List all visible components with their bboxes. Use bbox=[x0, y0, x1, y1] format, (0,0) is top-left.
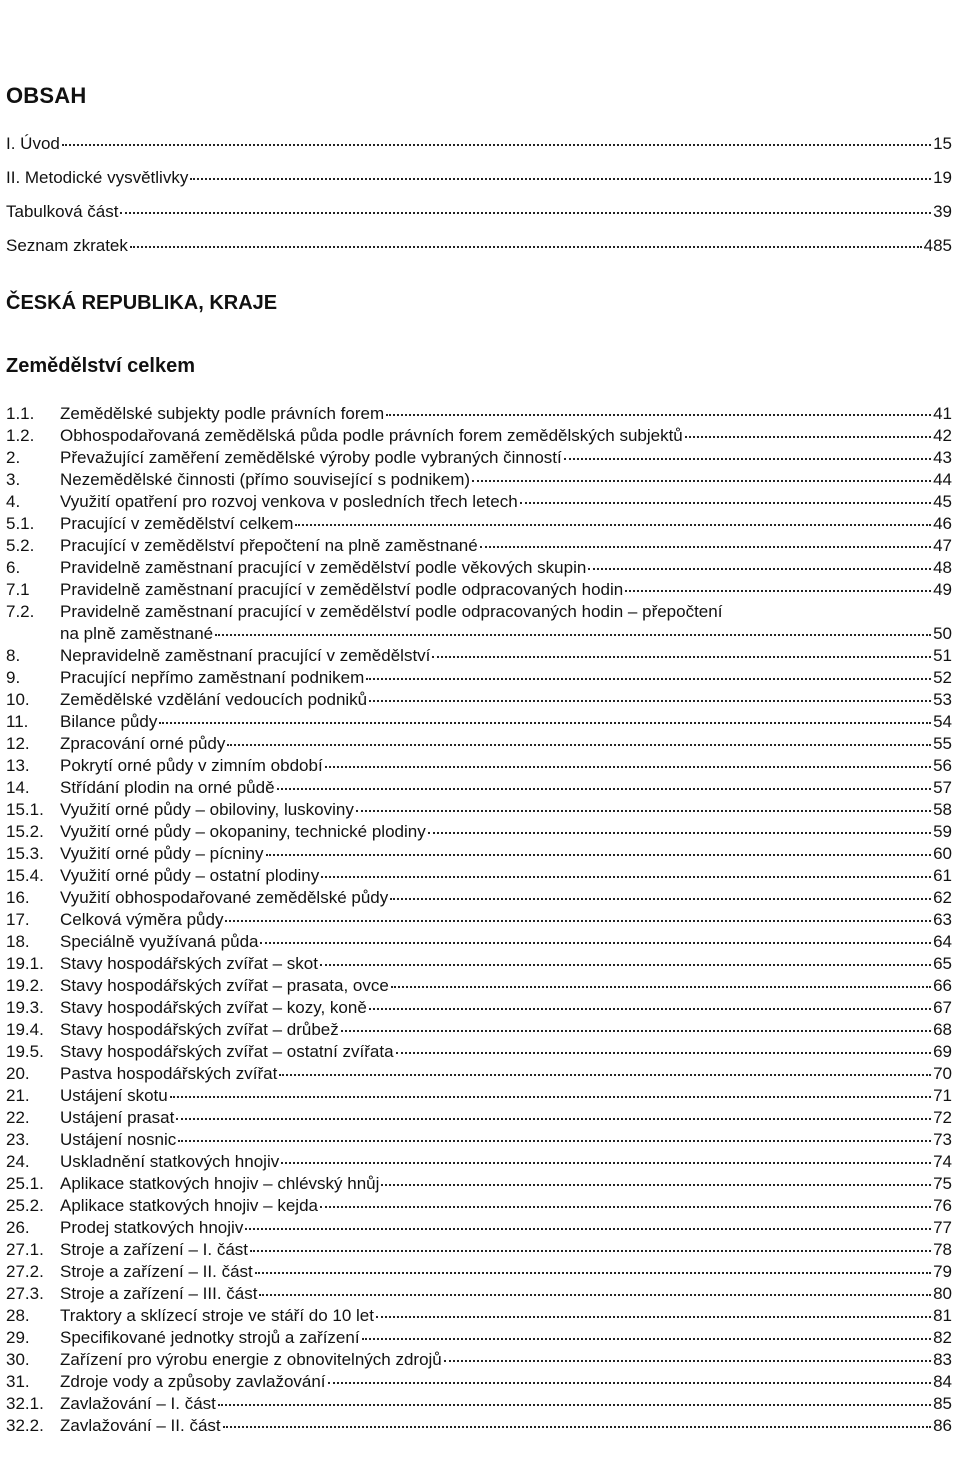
toc-entry-number: 12. bbox=[6, 734, 30, 753]
toc-page-number: 45 bbox=[933, 492, 952, 511]
toc-page-number: 80 bbox=[933, 1284, 952, 1303]
toc-entry-number: 15.4. bbox=[6, 866, 44, 885]
toc-entry-title: Seznam zkratek bbox=[6, 236, 128, 255]
toc-entry-title: Specifikované jednotky strojů a zařízení bbox=[60, 1328, 360, 1347]
toc-page-number: 59 bbox=[933, 822, 952, 841]
toc-entry-number: 31. bbox=[6, 1372, 30, 1391]
toc-entry-number: 19.5. bbox=[6, 1042, 44, 1061]
toc-link[interactable] bbox=[6, 1042, 952, 1064]
toc-page-number: 47 bbox=[933, 536, 952, 555]
toc-link[interactable] bbox=[6, 668, 952, 690]
toc-page-number: 71 bbox=[933, 1086, 952, 1105]
toc-link[interactable] bbox=[6, 1196, 952, 1218]
toc-page-number: 67 bbox=[933, 998, 952, 1017]
toc-page-number: 76 bbox=[933, 1196, 952, 1215]
dot-leader bbox=[396, 1051, 932, 1054]
toc-link[interactable] bbox=[6, 1174, 952, 1196]
toc-entry-number: 5.2. bbox=[6, 536, 35, 555]
toc-page-number: 69 bbox=[933, 1042, 952, 1061]
toc-link[interactable] bbox=[6, 602, 952, 624]
dot-leader bbox=[277, 787, 932, 790]
dot-leader bbox=[472, 479, 931, 482]
toc-entry-title: Aplikace statkových hnojiv – chlévský hnůj bbox=[60, 1174, 380, 1193]
toc-entry-title: Stavy hospodářských zvířat – skot bbox=[60, 954, 318, 973]
toc-entry-title: Obhospodařovaná zemědělská půda podle právních forem zemědělských subjektů bbox=[60, 426, 683, 445]
toc-link[interactable] bbox=[6, 1372, 952, 1394]
toc-entry-number: 19.1. bbox=[6, 954, 44, 973]
toc-page-number: 55 bbox=[933, 734, 952, 753]
toc-entry-title: Zdroje vody a způsoby zavlažování bbox=[60, 1372, 326, 1391]
dot-leader bbox=[369, 699, 931, 702]
toc-link[interactable] bbox=[6, 536, 952, 558]
toc-entry-number: 8. bbox=[6, 646, 21, 665]
toc-entry-title: Nepravidelně zaměstnaní pracující v zemědělství bbox=[60, 646, 431, 665]
toc-page-number: 58 bbox=[933, 800, 952, 819]
dot-leader bbox=[328, 1381, 932, 1384]
toc-page-number: 74 bbox=[933, 1152, 952, 1171]
toc-page-number: 85 bbox=[933, 1394, 952, 1413]
toc-entry-title: I. Úvod bbox=[6, 134, 60, 153]
toc-page-number: 54 bbox=[933, 712, 952, 731]
toc-entry-number: 13. bbox=[6, 756, 30, 775]
toc-page-number: 39 bbox=[933, 202, 952, 221]
toc-page-number: 84 bbox=[933, 1372, 952, 1391]
toc-link[interactable] bbox=[6, 558, 952, 580]
toc-entry-title: Stavy hospodářských zvířat – drůbež bbox=[60, 1020, 339, 1039]
toc-link[interactable] bbox=[6, 1350, 952, 1372]
toc-entry-number: 32.1. bbox=[6, 1394, 44, 1413]
toc-entry-title: Využití orné půdy – okopaniny, technické plodiny bbox=[60, 822, 426, 841]
dot-leader bbox=[227, 743, 931, 746]
toc-page-number: 86 bbox=[933, 1416, 952, 1435]
toc-entry-number: 19.4. bbox=[6, 1020, 44, 1039]
toc-page-number: 485 bbox=[923, 236, 952, 255]
dot-leader bbox=[250, 1249, 931, 1252]
toc-page-number: 46 bbox=[933, 514, 952, 533]
dot-leader bbox=[159, 721, 931, 724]
toc-entry-title: Stroje a zařízení – II. část bbox=[60, 1262, 253, 1281]
toc-entry-number: 1.2. bbox=[6, 426, 35, 445]
toc-page-number: 83 bbox=[933, 1350, 952, 1369]
toc-entry-title: Pracující v zemědělství celkem bbox=[60, 514, 294, 533]
toc-entry-title: Pravidelně zaměstnaní pracující v zemědělství podle odpracovaných hodin bbox=[60, 580, 624, 599]
toc-entry-number: 26. bbox=[6, 1218, 30, 1237]
toc-entry-title: Ustájení prasat bbox=[60, 1108, 175, 1127]
toc-page-number: 50 bbox=[933, 624, 952, 643]
dot-leader bbox=[341, 1029, 931, 1032]
toc-entry-title: Aplikace statkových hnojiv – kejda bbox=[60, 1196, 318, 1215]
toc-page-number: 81 bbox=[933, 1306, 952, 1325]
toc-link[interactable] bbox=[6, 1086, 952, 1108]
toc-link[interactable] bbox=[6, 580, 952, 602]
toc-entry-number: 30. bbox=[6, 1350, 30, 1369]
toc-link[interactable] bbox=[6, 1020, 952, 1042]
toc-entry-number: 2. bbox=[6, 448, 21, 467]
toc-link[interactable] bbox=[6, 492, 952, 514]
toc-link[interactable] bbox=[6, 998, 952, 1020]
toc-entry-number: 11. bbox=[6, 712, 29, 731]
dot-leader bbox=[245, 1227, 931, 1230]
toc-link-continued[interactable] bbox=[6, 624, 952, 646]
toc-entry-number: 3. bbox=[6, 470, 21, 489]
toc-entry-title: Stavy hospodářských zvířat – prasata, ovce bbox=[60, 976, 389, 995]
toc-entry-number: 15.3. bbox=[6, 844, 44, 863]
toc-entry-title: Ustájení skotu bbox=[60, 1086, 168, 1105]
dot-leader bbox=[390, 897, 931, 900]
toc-entry-number: 1.1. bbox=[6, 404, 35, 423]
toc-entry-title: Stavy hospodářských zvířat – ostatní zvířata bbox=[60, 1042, 394, 1061]
toc-entry-number: 14. bbox=[6, 778, 30, 797]
toc-entry-number: 4. bbox=[6, 492, 21, 511]
toc-page-number: 52 bbox=[933, 668, 952, 687]
dot-leader bbox=[62, 143, 931, 146]
dot-leader bbox=[130, 245, 922, 248]
toc-entry-title: Zavlažování – I. část bbox=[60, 1394, 216, 1413]
toc-page-number: 49 bbox=[933, 580, 952, 599]
toc-entry-title: Uskladnění statkových hnojiv bbox=[60, 1152, 280, 1171]
toc-entry-title: Bilance půdy bbox=[60, 712, 158, 731]
toc-page-number: 51 bbox=[933, 646, 952, 665]
dot-leader bbox=[325, 765, 931, 768]
page-title: OBSAH bbox=[6, 83, 87, 108]
toc-entry-title: Využití orné půdy – obiloviny, luskoviny bbox=[60, 800, 354, 819]
toc-page-number: 43 bbox=[933, 448, 952, 467]
toc-entry-number: 32.2. bbox=[6, 1416, 44, 1435]
toc-entry-number: 20. bbox=[6, 1064, 30, 1083]
toc-link[interactable] bbox=[6, 1262, 952, 1284]
toc-entry-title: Převažující zaměření zemědělské výroby podle vybraných činností bbox=[60, 448, 562, 467]
toc-entry-title: Zemědělské vzdělání vedoucích podniků bbox=[60, 690, 368, 709]
toc-page-number: 62 bbox=[933, 888, 952, 907]
dot-leader bbox=[281, 1161, 931, 1164]
dot-leader bbox=[266, 853, 932, 856]
toc-link[interactable] bbox=[6, 1218, 952, 1240]
toc-page-number: 70 bbox=[933, 1064, 952, 1083]
toc-entry-title: Využití orné půdy – pícniny bbox=[60, 844, 264, 863]
toc-entry-number: 24. bbox=[6, 1152, 30, 1171]
toc-entry-title: Celková výměra půdy bbox=[60, 910, 224, 929]
toc-page-number: 75 bbox=[933, 1174, 952, 1193]
dot-leader bbox=[260, 941, 931, 944]
toc-link[interactable] bbox=[6, 514, 952, 536]
toc-page-number: 63 bbox=[933, 910, 952, 929]
toc-page-number: 15 bbox=[933, 134, 952, 153]
dot-leader bbox=[320, 963, 931, 966]
toc-link[interactable] bbox=[6, 426, 952, 448]
toc-link[interactable] bbox=[6, 888, 952, 910]
toc-link[interactable] bbox=[6, 202, 952, 224]
toc-entry-number: 23. bbox=[6, 1130, 30, 1149]
toc-entry-title-continued: na plně zaměstnané bbox=[60, 624, 214, 643]
toc-entry-number: 17. bbox=[6, 910, 30, 929]
toc-entry-title: Zařízení pro výrobu energie z obnovitelných zdrojů bbox=[60, 1350, 442, 1369]
toc-link[interactable] bbox=[6, 822, 952, 844]
toc-entry-title: Pravidelně zaměstnaní pracující v zemědělství podle odpracovaných hodin – přepočtení bbox=[60, 602, 723, 621]
toc-page-number: 61 bbox=[933, 866, 952, 885]
dot-leader bbox=[625, 589, 931, 592]
toc-entry-title: Pracující v zemědělství přepočtení na plně zaměstnané bbox=[60, 536, 478, 555]
dot-leader bbox=[170, 1095, 931, 1098]
dot-leader bbox=[178, 1139, 931, 1142]
dot-leader bbox=[259, 1293, 931, 1296]
dot-leader bbox=[480, 545, 931, 548]
dot-leader bbox=[432, 655, 931, 658]
dot-leader bbox=[564, 457, 931, 460]
toc-entry-title: Pracující nepřímo zaměstnaní podnikem bbox=[60, 668, 365, 687]
toc-entry-number: 22. bbox=[6, 1108, 30, 1127]
toc-entry-number: 7.1 bbox=[6, 580, 30, 599]
toc-page-number: 56 bbox=[933, 756, 952, 775]
toc-page-number: 57 bbox=[933, 778, 952, 797]
toc-entry-title: Střídání plodin na orné půdě bbox=[60, 778, 275, 797]
toc-entry-number: 16. bbox=[6, 888, 30, 907]
toc-link[interactable] bbox=[6, 866, 952, 888]
toc-entry-number: 27.1. bbox=[6, 1240, 44, 1259]
toc-entry-number: 19.2. bbox=[6, 976, 44, 995]
toc-page-number: 78 bbox=[933, 1240, 952, 1259]
toc-entry-number: 6. bbox=[6, 558, 21, 577]
subsection-heading: Zemědělství celkem bbox=[6, 355, 195, 377]
toc-link[interactable] bbox=[6, 646, 952, 668]
toc-entry-number: 29. bbox=[6, 1328, 30, 1347]
toc-link[interactable] bbox=[6, 1130, 952, 1152]
toc-link[interactable] bbox=[6, 1152, 952, 1174]
toc-page-number: 60 bbox=[933, 844, 952, 863]
toc-link[interactable] bbox=[6, 778, 952, 800]
dot-leader bbox=[321, 875, 931, 878]
toc-entry-title: Stroje a zařízení – I. část bbox=[60, 1240, 249, 1259]
dot-leader bbox=[225, 919, 931, 922]
toc-page-number: 19 bbox=[933, 168, 952, 187]
toc-link[interactable] bbox=[6, 1306, 952, 1328]
dot-leader bbox=[381, 1183, 931, 1186]
dot-leader bbox=[588, 567, 931, 570]
dot-leader bbox=[369, 1007, 931, 1010]
toc-entry-number: 19.3. bbox=[6, 998, 44, 1017]
dot-leader bbox=[320, 1205, 931, 1208]
toc-page-number: 64 bbox=[933, 932, 952, 951]
dot-leader bbox=[366, 677, 931, 680]
toc-entry-title: Stroje a zařízení – III. část bbox=[60, 1284, 258, 1303]
toc-link[interactable] bbox=[6, 932, 952, 954]
toc-link[interactable] bbox=[6, 448, 952, 470]
toc-link[interactable] bbox=[6, 1064, 952, 1086]
toc-entry-number: 18. bbox=[6, 932, 30, 951]
toc-page-number: 66 bbox=[933, 976, 952, 995]
toc-entry-number: 21. bbox=[6, 1086, 30, 1105]
toc-entry-title: Využití orné půdy – ostatní plodiny bbox=[60, 866, 320, 885]
dot-leader bbox=[218, 1403, 931, 1406]
toc-entry-number: 7.2. bbox=[6, 602, 35, 621]
dot-leader bbox=[190, 177, 931, 180]
toc-link[interactable] bbox=[6, 470, 952, 492]
toc-entry-title: Pokrytí orné půdy v zimním období bbox=[60, 756, 323, 775]
toc-page-number: 68 bbox=[933, 1020, 952, 1039]
toc-page-number: 53 bbox=[933, 690, 952, 709]
dot-leader bbox=[444, 1359, 931, 1362]
dot-leader bbox=[223, 1425, 931, 1428]
dot-leader bbox=[685, 435, 931, 438]
toc-entry-title: Traktory a sklízecí stroje ve stáří do 10 let bbox=[60, 1306, 374, 1325]
toc-link[interactable] bbox=[6, 844, 952, 866]
toc-entry-number: 10. bbox=[6, 690, 30, 709]
toc-page-number: 65 bbox=[933, 954, 952, 973]
toc-link[interactable] bbox=[6, 734, 952, 756]
toc-link[interactable] bbox=[6, 236, 952, 258]
toc-entry-title: II. Metodické vysvětlivky bbox=[6, 168, 189, 187]
toc-page-number: 41 bbox=[933, 404, 952, 423]
dot-leader bbox=[356, 809, 931, 812]
toc-entry-title: Stavy hospodářských zvířat – kozy, koně bbox=[60, 998, 367, 1017]
toc-entry-title: Zpracování orné půdy bbox=[60, 734, 226, 753]
toc-entry-number: 27.2. bbox=[6, 1262, 44, 1281]
toc-entry-number: 15.1. bbox=[6, 800, 44, 819]
toc-page-number: 73 bbox=[933, 1130, 952, 1149]
toc-entry-number: 9. bbox=[6, 668, 21, 687]
section-heading: ČESKÁ REPUBLIKA, KRAJE bbox=[6, 292, 278, 314]
toc-link[interactable] bbox=[6, 976, 952, 998]
toc-link[interactable] bbox=[6, 954, 952, 976]
toc-link[interactable] bbox=[6, 1416, 952, 1438]
toc-link[interactable] bbox=[6, 690, 952, 712]
dot-leader bbox=[120, 211, 931, 214]
toc-page-number: 82 bbox=[933, 1328, 952, 1347]
toc-link[interactable] bbox=[6, 910, 952, 932]
toc-entry-title: Tabulková část bbox=[6, 202, 119, 221]
toc-link[interactable] bbox=[6, 756, 952, 778]
toc-link[interactable] bbox=[6, 404, 952, 426]
toc-entry-number: 25.2. bbox=[6, 1196, 44, 1215]
toc-entry-title: Nezemědělské činnosti (přímo související s podnikem) bbox=[60, 470, 471, 489]
toc-page-number: 79 bbox=[933, 1262, 952, 1281]
toc-entry-title: Ustájení nosnic bbox=[60, 1130, 177, 1149]
toc-entry-number: 27.3. bbox=[6, 1284, 44, 1303]
toc-page-number: 72 bbox=[933, 1108, 952, 1127]
toc-link[interactable] bbox=[6, 134, 952, 156]
toc-page-number: 77 bbox=[933, 1218, 952, 1237]
toc-entry-title: Zemědělské subjekty podle právních forem bbox=[60, 404, 385, 423]
dot-leader bbox=[295, 523, 931, 526]
toc-entry-title: Pastva hospodářských zvířat bbox=[60, 1064, 278, 1083]
toc-page-number: 48 bbox=[933, 558, 952, 577]
toc-entry-number: 25.1. bbox=[6, 1174, 44, 1193]
toc-link[interactable] bbox=[6, 1328, 952, 1350]
dot-leader bbox=[215, 633, 931, 636]
toc-entry-number: 28. bbox=[6, 1306, 30, 1325]
toc-entry-number: 15.2. bbox=[6, 822, 44, 841]
toc-entry-title: Prodej statkových hnojiv bbox=[60, 1218, 244, 1237]
toc-entry-title: Zavlažování – II. část bbox=[60, 1416, 221, 1435]
toc-entry-number: 5.1. bbox=[6, 514, 35, 533]
dot-leader bbox=[428, 831, 931, 834]
toc-link[interactable] bbox=[6, 1240, 952, 1262]
dot-leader bbox=[279, 1073, 931, 1076]
dot-leader bbox=[376, 1315, 931, 1318]
dot-leader bbox=[391, 985, 931, 988]
toc-link[interactable] bbox=[6, 1284, 952, 1306]
dot-leader bbox=[520, 501, 931, 504]
toc-page-number: 44 bbox=[933, 470, 952, 489]
toc-link[interactable] bbox=[6, 1394, 952, 1416]
toc-link[interactable] bbox=[6, 168, 952, 190]
toc-entry-title: Speciálně využívaná půda bbox=[60, 932, 259, 951]
dot-leader bbox=[386, 413, 931, 416]
toc-entry-title: Využití obhospodařované zemědělské půdy bbox=[60, 888, 389, 907]
toc-link[interactable] bbox=[6, 1108, 952, 1130]
toc-page-number: 42 bbox=[933, 426, 952, 445]
toc-link[interactable] bbox=[6, 800, 952, 822]
toc-entry-title: Využití opatření pro rozvoj venkova v posledních třech letech bbox=[60, 492, 518, 511]
toc-entry-title: Pravidelně zaměstnaní pracující v zemědělství podle věkových skupin bbox=[60, 558, 587, 577]
dot-leader bbox=[176, 1117, 931, 1120]
toc-link[interactable] bbox=[6, 712, 952, 734]
dot-leader bbox=[255, 1271, 931, 1274]
dot-leader bbox=[362, 1337, 932, 1340]
